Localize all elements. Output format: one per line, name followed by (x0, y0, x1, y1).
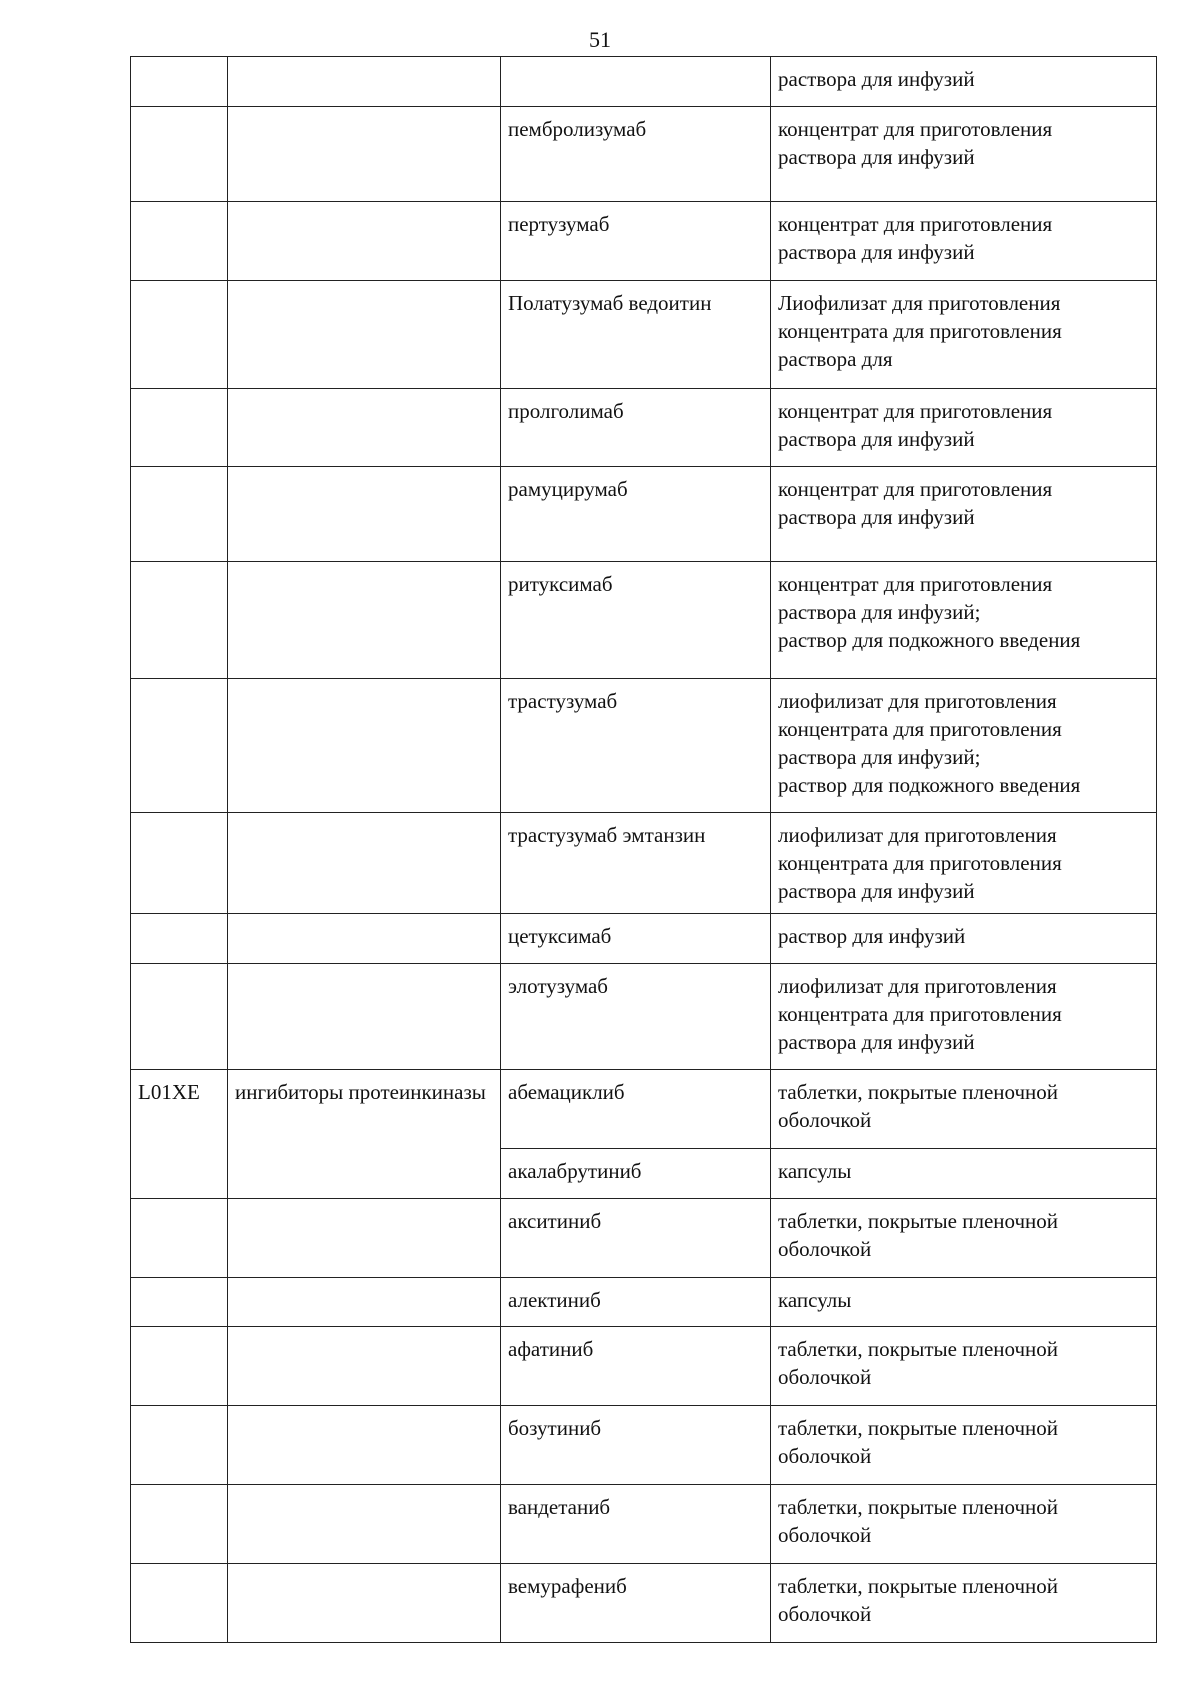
atc-code-cell (131, 1564, 228, 1643)
table-row (131, 1564, 1157, 1643)
drug-name-cell: бозутиниб (501, 1406, 771, 1485)
dosage-form-line: концентрат для приготовления (778, 117, 1053, 141)
dosage-form-line: таблетки, покрытые пленочной (778, 1574, 1059, 1598)
dosage-form-cell (771, 281, 1157, 389)
drug-name-cell: алектиниб (501, 1278, 771, 1327)
dosage-form-line: раствора для инфузий (778, 240, 975, 264)
atc-group-cell (228, 1485, 501, 1564)
dosage-form-cell (771, 202, 1157, 281)
dosage-form-line: лиофилизат для приготовления (778, 974, 1057, 998)
atc-code-cell (131, 1485, 228, 1564)
table-row (131, 914, 1157, 964)
dosage-form-cell (771, 1149, 1157, 1199)
atc-group-cell (228, 964, 501, 1070)
dosage-form-line: раствора для инфузий; (778, 745, 981, 769)
table-row (131, 1485, 1157, 1564)
atc-code-cell: L01XE (131, 1070, 228, 1199)
table-row (131, 562, 1157, 679)
drug-name-cell: афатиниб (501, 1327, 771, 1406)
drug-list-table (130, 56, 1157, 1643)
drug-name-cell: акалабрутиниб (501, 1149, 771, 1199)
table-row (131, 1070, 1157, 1149)
drug-name-cell: трастузумаб эмтанзин (501, 813, 771, 914)
drug-name-cell: акситиниб (501, 1199, 771, 1278)
atc-code-cell (131, 1278, 228, 1327)
drug-name-cell: пембролизумаб (501, 107, 771, 202)
drug-name-cell: вемурафениб (501, 1564, 771, 1643)
table-row (131, 1327, 1157, 1406)
dosage-form-line: раствора для инфузий; (778, 600, 981, 624)
atc-code-cell (131, 914, 228, 964)
drug-name-cell: рамуцирумаб (501, 467, 771, 562)
dosage-form-line: оболочкой (778, 1523, 872, 1547)
dosage-form-line: раствора для инфузий (778, 1030, 975, 1054)
dosage-form-line: концентрата для приготовления (778, 717, 1062, 741)
drug-name-cell: ритуксимаб (501, 562, 771, 679)
dosage-form-line: оболочкой (778, 1444, 872, 1468)
dosage-form-line: концентрат для приготовления (778, 399, 1053, 423)
dosage-form-line: раствора для инфузий (778, 427, 975, 451)
atc-group-cell (228, 562, 501, 679)
atc-group-cell (228, 57, 501, 107)
atc-code-cell (131, 467, 228, 562)
drug-name-cell: абемациклиб (501, 1070, 771, 1149)
dosage-form-line: оболочкой (778, 1108, 872, 1132)
atc-group-cell (228, 1327, 501, 1406)
table-row (131, 1278, 1157, 1327)
dosage-form-line: раствора для инфузий (778, 879, 975, 903)
drug-name-cell: Полатузумаб ведоитин (501, 281, 771, 389)
dosage-form-line: оболочкой (778, 1237, 872, 1261)
dosage-form-line: раствора для инфузий (778, 145, 975, 169)
dosage-form-cell (771, 679, 1157, 813)
dosage-form-line: оболочкой (778, 1602, 872, 1626)
dosage-form-line: таблетки, покрытые пленочной (778, 1209, 1059, 1233)
atc-group-cell (228, 1406, 501, 1485)
dosage-form-line: концентрата для приготовления (778, 851, 1062, 875)
dosage-form-cell (771, 813, 1157, 914)
dosage-form-cell (771, 1406, 1157, 1485)
atc-group-cell (228, 679, 501, 813)
atc-group-cell (228, 467, 501, 562)
dosage-form-cell (771, 1564, 1157, 1643)
dosage-form-line: концентрата для приготовления (778, 1002, 1062, 1026)
dosage-form-line: раствора для (778, 347, 893, 371)
table-row (131, 1406, 1157, 1485)
atc-code-cell (131, 389, 228, 467)
dosage-form-cell (771, 914, 1157, 964)
table-row (131, 964, 1157, 1070)
drug-name-cell: вандетаниб (501, 1485, 771, 1564)
dosage-form-line: раствор для инфузий (778, 924, 966, 948)
table-body (131, 57, 1157, 1643)
table-row (131, 57, 1157, 107)
dosage-form-cell (771, 1070, 1157, 1149)
table-row (131, 679, 1157, 813)
dosage-form-line: лиофилизат для приготовления (778, 823, 1057, 847)
atc-group-cell (228, 1564, 501, 1643)
dosage-form-line: концентрат для приготовления (778, 212, 1053, 236)
atc-group-cell (228, 107, 501, 202)
dosage-form-line: раствор для подкожного введения (778, 628, 1081, 652)
atc-group-cell: ингибиторы протеинкиназы (228, 1070, 501, 1199)
atc-code-cell (131, 1199, 228, 1278)
table-row (131, 202, 1157, 281)
page-number: 51 (589, 27, 611, 52)
drug-name-cell (501, 57, 771, 107)
atc-code-cell (131, 1327, 228, 1406)
dosage-form-cell (771, 1327, 1157, 1406)
atc-code-cell (131, 281, 228, 389)
dosage-form-line: лиофилизат для приготовления (778, 689, 1057, 713)
atc-group-cell (228, 813, 501, 914)
drug-name-cell: пролголимаб (501, 389, 771, 467)
drug-name-cell: пертузумаб (501, 202, 771, 281)
atc-code-cell (131, 1406, 228, 1485)
atc-group-cell (228, 1278, 501, 1327)
dosage-form-line: капсулы (778, 1159, 852, 1183)
dosage-form-cell (771, 467, 1157, 562)
atc-code-cell (131, 202, 228, 281)
dosage-form-line: Лиофилизат для приготовления (778, 291, 1061, 315)
table-row (131, 389, 1157, 467)
dosage-form-cell (771, 107, 1157, 202)
dosage-form-cell (771, 1199, 1157, 1278)
table-row (131, 107, 1157, 202)
atc-code-cell (131, 57, 228, 107)
dosage-form-cell (771, 57, 1157, 107)
table-row (131, 467, 1157, 562)
dosage-form-line: таблетки, покрытые пленочной (778, 1416, 1059, 1440)
drug-name-cell: цетуксимаб (501, 914, 771, 964)
table-row (131, 813, 1157, 914)
atc-code-cell (131, 107, 228, 202)
dosage-form-line: капсулы (778, 1288, 852, 1312)
dosage-form-line: концентрат для приготовления (778, 572, 1053, 596)
dosage-form-line: оболочкой (778, 1365, 872, 1389)
atc-group-cell (228, 389, 501, 467)
dosage-form-cell (771, 1485, 1157, 1564)
dosage-form-line: раствора для инфузий (778, 67, 975, 91)
dosage-form-cell (771, 389, 1157, 467)
dosage-form-cell (771, 964, 1157, 1070)
dosage-form-line: таблетки, покрытые пленочной (778, 1080, 1059, 1104)
drug-name-cell: трастузумаб (501, 679, 771, 813)
table-row (131, 1199, 1157, 1278)
dosage-form-line: таблетки, покрытые пленочной (778, 1337, 1059, 1361)
atc-group-cell (228, 281, 501, 389)
dosage-form-line: концентрат для приготовления (778, 477, 1053, 501)
dosage-form-line: раствора для инфузий (778, 505, 975, 529)
atc-code-cell (131, 813, 228, 914)
dosage-form-cell (771, 1278, 1157, 1327)
dosage-form-line: концентрата для приготовления (778, 319, 1062, 343)
table-row (131, 281, 1157, 389)
atc-code-cell (131, 964, 228, 1070)
dosage-form-line: раствор для подкожного введения (778, 773, 1081, 797)
drug-name-cell: элотузумаб (501, 964, 771, 1070)
atc-code-cell (131, 562, 228, 679)
atc-group-cell (228, 914, 501, 964)
dosage-form-line: таблетки, покрытые пленочной (778, 1495, 1059, 1519)
atc-code-cell (131, 679, 228, 813)
atc-group-cell (228, 202, 501, 281)
atc-group-cell (228, 1199, 501, 1278)
dosage-form-cell (771, 562, 1157, 679)
